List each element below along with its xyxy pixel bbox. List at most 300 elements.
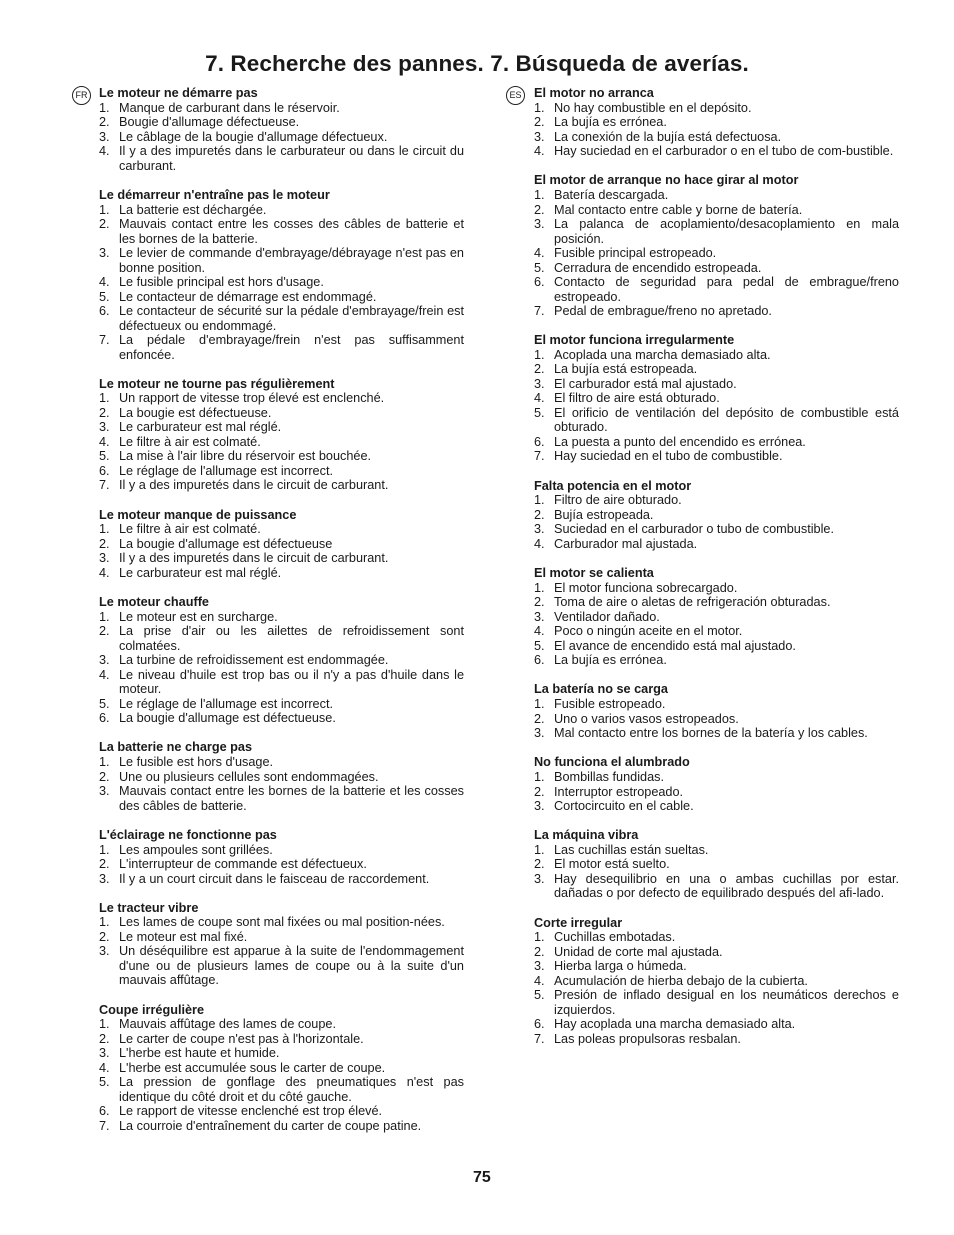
page-title: 7. Recherche des pannes. 7. Búsqueda de averías.: [205, 51, 749, 77]
item-text: Acoplada una marcha demasiado alta.: [554, 347, 771, 362]
section-heading: Le moteur ne tourne pas régulièrement: [99, 376, 335, 391]
item-text: Toma de aire o aletas de refrigeración obturadas.: [554, 595, 831, 610]
list-item: [99, 115, 464, 130]
list-item: [99, 275, 464, 290]
item-number: 2.: [99, 857, 110, 872]
item-number: 1.: [99, 202, 110, 217]
list-item: [534, 188, 899, 203]
list-item: [99, 697, 464, 712]
item-text: Mauvais contact entre les bornes de la batterie et les cosses des câbles de batterie.: [119, 784, 464, 813]
item-number: 4.: [99, 275, 110, 290]
list-item: [99, 435, 464, 450]
item-text: Unidad de corte mal ajustada.: [554, 944, 723, 959]
item-text: Carburador mal ajustada.: [554, 536, 698, 551]
item-text: Fusible principal estropeado.: [554, 246, 717, 261]
item-number: 1.: [99, 100, 110, 115]
list-item: [534, 857, 899, 872]
item-number: 1.: [534, 770, 545, 785]
item-number: 4.: [99, 1060, 110, 1075]
item-number: 6.: [99, 711, 110, 726]
list-item: [534, 712, 899, 727]
cause-list: [534, 101, 899, 159]
list-item: [99, 624, 464, 653]
list-item: [534, 508, 899, 523]
item-number: 5.: [99, 449, 110, 464]
item-text: Le filtre à air est colmaté.: [119, 434, 261, 449]
list-item: [99, 420, 464, 435]
item-text: Fusible estropeado.: [554, 697, 666, 712]
item-number: 1.: [99, 1017, 110, 1032]
item-number: 1.: [99, 609, 110, 624]
list-item: [99, 464, 464, 479]
item-text: La bougie d'allumage est défectueuse.: [119, 711, 336, 726]
troubleshooting-section: [99, 828, 464, 886]
list-item: [99, 217, 464, 246]
column-fr: [99, 86, 464, 1148]
list-item: [99, 1032, 464, 1047]
item-number: 2.: [534, 711, 545, 726]
list-item: [99, 537, 464, 552]
item-number: 2.: [534, 784, 545, 799]
cause-list: [99, 610, 464, 726]
item-text: Les ampoules sont grillées.: [119, 842, 273, 857]
list-item: [99, 144, 464, 173]
troubleshooting-section: [99, 1003, 464, 1134]
item-text: Il y a un court circuit dans le faisceau de raccordement.: [119, 871, 430, 886]
item-number: 1.: [99, 842, 110, 857]
cause-list: [534, 770, 899, 814]
item-number: 2.: [99, 405, 110, 420]
list-item: [99, 857, 464, 872]
item-text: Le carter de coupe n'est pas à l'horizontale.: [119, 1031, 364, 1046]
item-text: Las poleas propulsoras resbalan.: [554, 1031, 741, 1046]
item-number: 2.: [99, 1031, 110, 1046]
item-text: Acumulación de hierba debajo de la cubierta.: [554, 973, 808, 988]
section-heading: La batería no se carga: [534, 682, 668, 697]
item-number: 1.: [99, 391, 110, 406]
item-number: 2.: [534, 507, 545, 522]
item-number: 4.: [534, 144, 545, 159]
item-number: 3.: [99, 129, 110, 144]
cause-list: [99, 522, 464, 580]
list-item: [534, 115, 899, 130]
item-text: Mauvais affûtage des lames de coupe.: [119, 1017, 337, 1032]
list-item: [534, 304, 899, 319]
cause-list: [534, 581, 899, 668]
item-text: La mise à l'air libre du réservoir est bouchée.: [119, 449, 372, 464]
item-number: 4.: [534, 624, 545, 639]
section-heading: No funciona el alumbrado: [534, 755, 690, 770]
list-item: [99, 130, 464, 145]
item-number: 5.: [99, 696, 110, 711]
list-item: [534, 653, 899, 668]
item-text: Manque de carburant dans le réservoir.: [119, 100, 340, 115]
item-text: Hierba larga o húmeda.: [554, 959, 687, 974]
item-text: Poco o ningún aceite en el motor.: [554, 624, 743, 639]
item-number: 2.: [99, 929, 110, 944]
list-item: [99, 203, 464, 218]
item-number: 7.: [534, 449, 545, 464]
item-text: La prise d'air ou les ailettes de refroidissement sont colmatées.: [119, 624, 464, 653]
item-text: La courroie d'entraînement du carter de coupe patine.: [119, 1118, 422, 1133]
column-es: [534, 86, 899, 1061]
troubleshooting-section: [534, 828, 899, 901]
item-number: 1.: [534, 930, 545, 945]
item-text: Interruptor estropeado.: [554, 784, 684, 799]
item-number: 7.: [99, 1118, 110, 1133]
item-number: 6.: [534, 434, 545, 449]
item-number: 5.: [534, 988, 545, 1003]
troubleshooting-section: [534, 86, 899, 159]
list-item: [534, 130, 899, 145]
item-text: Le contacteur de sécurité sur la pédale d'embrayage/frein est défectueux ou endommagé.: [119, 304, 464, 333]
item-number: 1.: [99, 915, 110, 930]
item-text: L'herbe est accumulée sous le carter de coupe.: [119, 1060, 386, 1075]
list-item: [534, 610, 899, 625]
item-text: Las cuchillas están sueltas.: [554, 842, 709, 857]
item-number: 6.: [99, 463, 110, 478]
troubleshooting-section: [99, 901, 464, 988]
list-item: [99, 566, 464, 581]
item-text: La puesta a punto del encendido es errónea.: [554, 434, 806, 449]
section-heading: La batterie ne charge pas: [99, 740, 253, 755]
list-item: [534, 449, 899, 464]
list-item: [99, 1119, 464, 1134]
item-number: 3.: [99, 420, 110, 435]
cause-list: [99, 915, 464, 988]
list-item: [99, 770, 464, 785]
list-item: [99, 333, 464, 362]
troubleshooting-section: [534, 173, 899, 318]
list-item: [99, 872, 464, 887]
item-number: 5.: [99, 289, 110, 304]
section-heading: La máquina vibra: [534, 828, 639, 843]
item-number: 1.: [534, 493, 545, 508]
item-number: 5.: [534, 638, 545, 653]
item-number: 2.: [99, 769, 110, 784]
list-item: [534, 348, 899, 363]
item-text: Filtro de aire obturado.: [554, 493, 682, 508]
item-text: Cortocircuito en el cable.: [554, 799, 694, 814]
item-text: Le niveau d'huile est trop bas ou il n'y a pas d'huile dans le moteur.: [119, 667, 464, 697]
list-item: [99, 915, 464, 930]
list-item: [99, 391, 464, 406]
cause-list: [99, 755, 464, 813]
item-number: 1.: [99, 755, 110, 770]
list-item: [534, 493, 899, 508]
item-text: Cerradura de encendido estropeada.: [554, 260, 762, 275]
item-text: El motor funciona sobrecargado.: [554, 580, 738, 595]
troubleshooting-section: [534, 333, 899, 464]
item-text: El carburador está mal ajustado.: [554, 376, 737, 391]
list-item: [534, 537, 899, 552]
list-item: [534, 217, 899, 246]
item-text: L'interrupteur de commande est défectueux.: [119, 857, 367, 872]
item-number: 3.: [99, 1046, 110, 1061]
list-item: [534, 1017, 899, 1032]
item-number: 1.: [534, 188, 545, 203]
section-heading: Corte irregular: [534, 915, 623, 930]
item-text: Mal contacto entre los bornes de la batería y los cables.: [554, 726, 868, 741]
troubleshooting-section: [99, 595, 464, 726]
item-number: 2.: [534, 362, 545, 377]
list-item: [534, 726, 899, 741]
item-text: Hay suciedad en el tubo de combustible.: [554, 449, 783, 464]
list-item: [534, 144, 899, 159]
item-number: 1.: [534, 347, 545, 362]
list-item: [99, 930, 464, 945]
list-item: [99, 551, 464, 566]
item-text: Le moteur est mal fixé.: [119, 929, 248, 944]
page-number: 75: [473, 1169, 491, 1186]
item-number: 3.: [534, 959, 545, 974]
list-item: [99, 755, 464, 770]
section-heading: Le démarreur n'entraîne pas le moteur: [99, 187, 330, 202]
item-text: Ventilador dañado.: [554, 609, 660, 624]
item-number: 3.: [534, 376, 545, 391]
list-item: [534, 246, 899, 261]
list-item: [534, 275, 899, 304]
list-item: [99, 944, 464, 988]
item-text: Le rapport de vitesse enclenché est trop élevé.: [119, 1104, 383, 1119]
item-number: 1.: [534, 580, 545, 595]
list-item: [534, 362, 899, 377]
troubleshooting-section: [99, 377, 464, 493]
item-number: 3.: [99, 653, 110, 668]
cause-list: [534, 493, 899, 551]
list-item: [99, 449, 464, 464]
language-badge-fr: FR: [72, 86, 91, 105]
list-item: [534, 697, 899, 712]
item-text: La conexión de la bujía está defectuosa.: [554, 129, 782, 144]
cause-list: [99, 1017, 464, 1133]
list-item: [534, 930, 899, 945]
list-item: [99, 1075, 464, 1104]
item-text: Mal contacto entre cable y borne de batería.: [554, 202, 803, 217]
item-text: La palanca de acoplamiento/desacoplamiento en mala posición.: [554, 217, 899, 246]
list-item: [534, 799, 899, 814]
item-number: 5.: [534, 260, 545, 275]
item-text: Le filtre à air est colmaté.: [119, 522, 261, 537]
section-heading: Le tracteur vibre: [99, 900, 199, 915]
list-item: [99, 304, 464, 333]
item-number: 2.: [534, 115, 545, 130]
cause-list: [534, 348, 899, 464]
cause-list: [534, 930, 899, 1046]
item-number: 3.: [534, 217, 545, 232]
item-number: 5.: [534, 405, 545, 420]
cause-list: [534, 843, 899, 901]
list-item: [534, 945, 899, 960]
troubleshooting-section: [534, 566, 899, 668]
list-item: [534, 522, 899, 537]
item-text: La bujía es errónea.: [554, 115, 667, 130]
item-number: 2.: [534, 944, 545, 959]
list-item: [534, 391, 899, 406]
list-item: [534, 959, 899, 974]
item-text: No hay combustible en el depósito.: [554, 100, 752, 115]
item-text: El avance de encendido está mal ajustado.: [554, 638, 796, 653]
troubleshooting-section: [534, 916, 899, 1047]
list-item: [99, 101, 464, 116]
item-text: El orificio de ventilación del depósito de combustible está obturado.: [554, 405, 899, 435]
item-text: Batería descargada.: [554, 188, 669, 203]
list-item: [99, 1061, 464, 1076]
item-number: 4.: [534, 536, 545, 551]
item-number: 7.: [534, 304, 545, 319]
item-number: 3.: [534, 609, 545, 624]
section-heading: Le moteur chauffe: [99, 595, 209, 610]
list-item: [534, 974, 899, 989]
item-text: Le câblage de la bougie d'allumage défectueux.: [119, 129, 388, 144]
troubleshooting-section: [99, 86, 464, 173]
list-item: [99, 653, 464, 668]
section-heading: El motor de arranque no hace girar al motor: [534, 173, 799, 188]
list-item: [534, 1032, 899, 1047]
item-text: Suciedad en el carburador o tubo de combustible.: [554, 522, 835, 537]
item-text: El filtro de aire está obturado.: [554, 391, 720, 406]
item-number: 6.: [534, 275, 545, 290]
item-number: 3.: [534, 522, 545, 537]
item-number: 2.: [99, 217, 110, 232]
cause-list: [99, 101, 464, 174]
item-number: 7.: [99, 333, 110, 348]
cause-list: [99, 843, 464, 887]
item-text: Une ou plusieurs cellules sont endommagées.: [119, 769, 379, 784]
troubleshooting-section: [99, 740, 464, 813]
section-heading: Le moteur manque de puissance: [99, 507, 297, 522]
item-text: Bombillas fundidas.: [554, 770, 665, 785]
item-number: 7.: [534, 1031, 545, 1046]
item-number: 1.: [99, 522, 110, 537]
item-text: Le carburateur est mal réglé.: [119, 565, 282, 580]
item-number: 4.: [99, 565, 110, 580]
item-text: El motor está suelto.: [554, 857, 670, 872]
item-number: 3.: [99, 551, 110, 566]
section-heading: Le moteur ne démarre pas: [99, 86, 258, 100]
item-text: Hay desequilibrio en una o ambas cuchillas por estar. dañadas o por defecto de equilibrado después del afi-lado.: [554, 871, 899, 901]
item-text: La pression de gonflage des pneumatiques n'est pas identique du côté droit et du côté gauche.: [119, 1075, 464, 1104]
item-number: 5.: [99, 1075, 110, 1090]
item-number: 4.: [534, 246, 545, 261]
item-text: Les lames de coupe sont mal fixées ou mal position-nées.: [119, 915, 445, 930]
list-item: [534, 785, 899, 800]
item-number: 6.: [534, 653, 545, 668]
list-item: [99, 478, 464, 493]
item-number: 3.: [534, 871, 545, 886]
item-text: Il y a des impuretés dans le circuit de carburant.: [119, 551, 389, 566]
cause-list: [99, 203, 464, 363]
item-text: Uno o varios vasos estropeados.: [554, 711, 739, 726]
list-item: [534, 435, 899, 450]
item-number: 3.: [534, 726, 545, 741]
item-number: 4.: [534, 391, 545, 406]
item-number: 2.: [534, 857, 545, 872]
list-item: [99, 290, 464, 305]
list-item: [534, 101, 899, 116]
cause-list: [99, 391, 464, 493]
item-number: 3.: [99, 246, 110, 261]
item-text: Presión de inflado desigual en los neumáticos derechos e izquierdos.: [554, 988, 899, 1017]
language-badge-es: ES: [506, 86, 525, 105]
list-item: [99, 1046, 464, 1061]
item-text: La bujía es errónea.: [554, 653, 667, 668]
item-number: 3.: [534, 129, 545, 144]
item-text: La batterie est déchargée.: [119, 202, 267, 217]
troubleshooting-section: [534, 682, 899, 740]
section-heading: El motor no arranca: [534, 86, 654, 100]
troubleshooting-section: [99, 508, 464, 581]
item-text: Le levier de commande d'embrayage/débrayage n'est pas en bonne position.: [119, 246, 464, 275]
item-number: 4.: [99, 667, 110, 682]
list-item: [99, 784, 464, 813]
list-item: [534, 624, 899, 639]
list-item: [99, 711, 464, 726]
item-number: 3.: [99, 944, 110, 959]
list-item: [534, 377, 899, 392]
item-text: Bougie d'allumage défectueuse.: [119, 115, 300, 130]
list-item: [99, 1017, 464, 1032]
item-text: Hay acoplada una marcha demasiado alta.: [554, 1017, 796, 1032]
troubleshooting-section: [534, 755, 899, 813]
list-item: [534, 261, 899, 276]
list-item: [99, 406, 464, 421]
item-number: 2.: [534, 202, 545, 217]
item-text: Le réglage de l'allumage est incorrect.: [119, 696, 334, 711]
item-number: 4.: [99, 434, 110, 449]
item-text: Bujía estropeada.: [554, 507, 654, 522]
troubleshooting-section: [534, 479, 899, 552]
item-number: 2.: [99, 536, 110, 551]
item-text: La bougie d'allumage est défectueuse: [119, 536, 333, 551]
item-text: La pédale d'embrayage/frein n'est pas suffisamment enfoncée.: [119, 333, 464, 362]
item-text: Le fusible est hors d'usage.: [119, 755, 274, 770]
list-item: [99, 1104, 464, 1119]
list-item: [99, 246, 464, 275]
list-item: [99, 668, 464, 697]
item-text: Le moteur est en surcharge.: [119, 609, 278, 624]
item-number: 2.: [99, 624, 110, 639]
list-item: [534, 639, 899, 654]
section-heading: Coupe irrégulière: [99, 1002, 205, 1017]
item-text: Le contacteur de démarrage est endommagé.: [119, 289, 377, 304]
list-item: [534, 770, 899, 785]
list-item: [99, 610, 464, 625]
list-item: [99, 522, 464, 537]
list-item: [534, 843, 899, 858]
cause-list: [534, 188, 899, 319]
item-text: Le carburateur est mal réglé.: [119, 420, 282, 435]
list-item: [534, 872, 899, 901]
item-number: 2.: [534, 595, 545, 610]
list-item: [534, 595, 899, 610]
section-heading: Falta potencia en el motor: [534, 478, 692, 493]
section-heading: El motor se calienta: [534, 566, 654, 581]
item-text: Il y a des impuretés dans le circuit de carburant.: [119, 478, 389, 493]
troubleshooting-section: [99, 188, 464, 362]
list-item: [534, 203, 899, 218]
item-text: Le réglage de l'allumage est incorrect.: [119, 463, 334, 478]
item-number: 6.: [99, 1104, 110, 1119]
item-text: Mauvais contact entre les cosses des câbles de batterie et les bornes de la batterie.: [119, 217, 464, 246]
item-text: Pedal de embrague/freno no apretado.: [554, 304, 772, 319]
list-item: [534, 406, 899, 435]
section-heading: El motor funciona irregularmente: [534, 333, 735, 348]
item-number: 7.: [99, 478, 110, 493]
item-text: L'herbe est haute et humide.: [119, 1046, 280, 1061]
list-item: [534, 581, 899, 596]
cause-list: [534, 697, 899, 741]
